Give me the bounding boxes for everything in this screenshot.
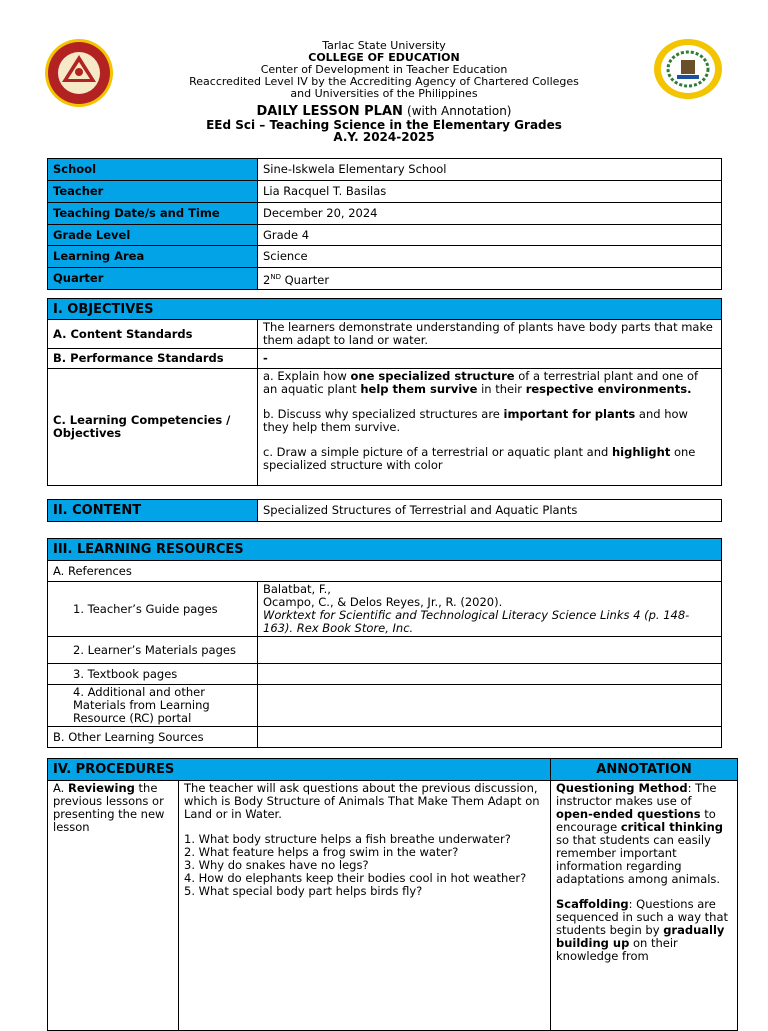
objective-b: b. Discuss why specialized structures are important for plants and how they help them survive. [263,407,688,434]
procedure-step-a-content [179,781,551,1031]
additional-materials-value [258,685,722,727]
info-value: Sine-Iskwela Elementary School [258,159,722,181]
other-sources-label: B. Other Learning Sources [48,727,258,748]
content-heading: II. CONTENT [48,500,258,522]
info-label: Teacher [48,181,258,203]
universities-line: and Universities of the Philippines [290,87,478,100]
objectives-table [47,298,722,486]
doc-title: DAILY LESSON PLAN (with Annotation) [256,104,512,119]
objective-c: c. Draw a simple picture of a terrestrial or aquatic plant and highlight one specialized structure with color [263,445,696,472]
info-value: Lia Racquel T. Basilas [258,181,722,203]
procedure-intro: The teacher will ask questions about the previous discussion, which is Body Structure of Animals That Make Them Adapt on Land or in Water. [184,781,540,821]
performance-standards-label: B. Performance Standards [48,349,258,369]
question-list [184,833,545,898]
list-item: 4. How do elephants keep their bodies cool in hot weather? [184,871,527,885]
additional-materials-label: 4. Additional and other Materials from Learning Resource (RC) portal [48,685,258,727]
info-table [47,158,722,290]
annotation-scaffolding: Scaffolding: Questions are sequenced in such a way that students begin by gradually building up on their knowledge from [556,897,729,963]
info-row [48,268,722,290]
textbook-pages-value [258,664,722,685]
annotation-cell [551,781,738,1031]
textbook-pages-label: 3. Textbook pages [48,664,258,685]
content-table [47,499,722,522]
references-label: A. References [48,561,722,582]
content-standards-value: The learners demonstrate understanding of plants have body parts that make them adapt to land or water. [258,320,722,349]
content-value: Specialized Structures of Terrestrial and Aquatic Plants [258,500,722,522]
list-item: 1. What body structure helps a fish breathe underwater? [184,832,511,846]
info-value: 2ND Quarter [258,268,722,290]
list-item: 3. Why do snakes have no legs? [184,858,369,872]
university-name: Tarlac State University [322,39,446,52]
academic-year: A.Y. 2024-2025 [333,130,435,144]
content-standards-label: A. Content Standards [48,320,258,349]
competencies-label: C. Learning Competencies / Objectives [48,369,258,486]
college-name: COLLEGE OF EDUCATION [308,51,460,64]
info-value: December 20, 2024 [258,203,722,225]
list-item: 2. What feature helps a frog swim in the water? [184,845,459,859]
list-item: 5. What special body part helps birds fly? [184,884,423,898]
procedure-step-a: A. Reviewing the previous lessons or presenting the new lesson [48,781,179,1031]
info-value: Grade 4 [258,225,722,246]
info-row [48,181,722,203]
info-row [48,225,722,246]
learners-materials-value [258,637,722,664]
teachers-guide-label: 1. Teacher’s Guide pages [48,582,258,637]
info-value: Science [258,246,722,268]
course-line: EEd Sci – Teaching Science in the Elementary Grades [206,118,562,132]
resources-table [47,538,722,748]
competencies-value [258,369,722,486]
procedures-table [47,758,738,1031]
teachers-guide-value: Balatbat, F., Ocampo, C., & Delos Reyes, Jr., R. (2020). Worktext for Scientific and Technological Literacy Science Links 4 (p. 148-163). Rex Book Store, Inc. [258,582,722,637]
info-row [48,246,722,268]
info-label: Quarter [48,268,258,290]
annotation-heading: ANNOTATION [551,759,738,781]
center-line: Center of Development in Teacher Education [260,63,508,76]
info-row [48,203,722,225]
objective-a: a. Explain how one specialized structure of a terrestrial plant and one of an aquatic plant help them survive in their respective environments. [263,369,699,396]
info-label: Teaching Date/s and Time [48,203,258,225]
info-row [48,159,722,181]
procedures-heading: IV. PROCEDURES [48,759,551,781]
other-sources-value [258,727,722,748]
reaccredited-line: Reaccredited Level IV by the Accrediting Agency of Chartered Colleges [189,75,579,88]
resources-heading: III. LEARNING RESOURCES [48,539,722,561]
objectives-heading: I. OBJECTIVES [48,299,722,320]
info-label: School [48,159,258,181]
learners-materials-label: 2. Learner’s Materials pages [48,637,258,664]
annotation-questioning: Questioning Method: The instructor makes use of open-ended questions to encourage critical thinking so that students can easily remember important information regarding adaptations among animals. [556,781,724,886]
info-label: Grade Level [48,225,258,246]
info-label: Learning Area [48,246,258,268]
performance-standards-value: - [258,349,722,369]
